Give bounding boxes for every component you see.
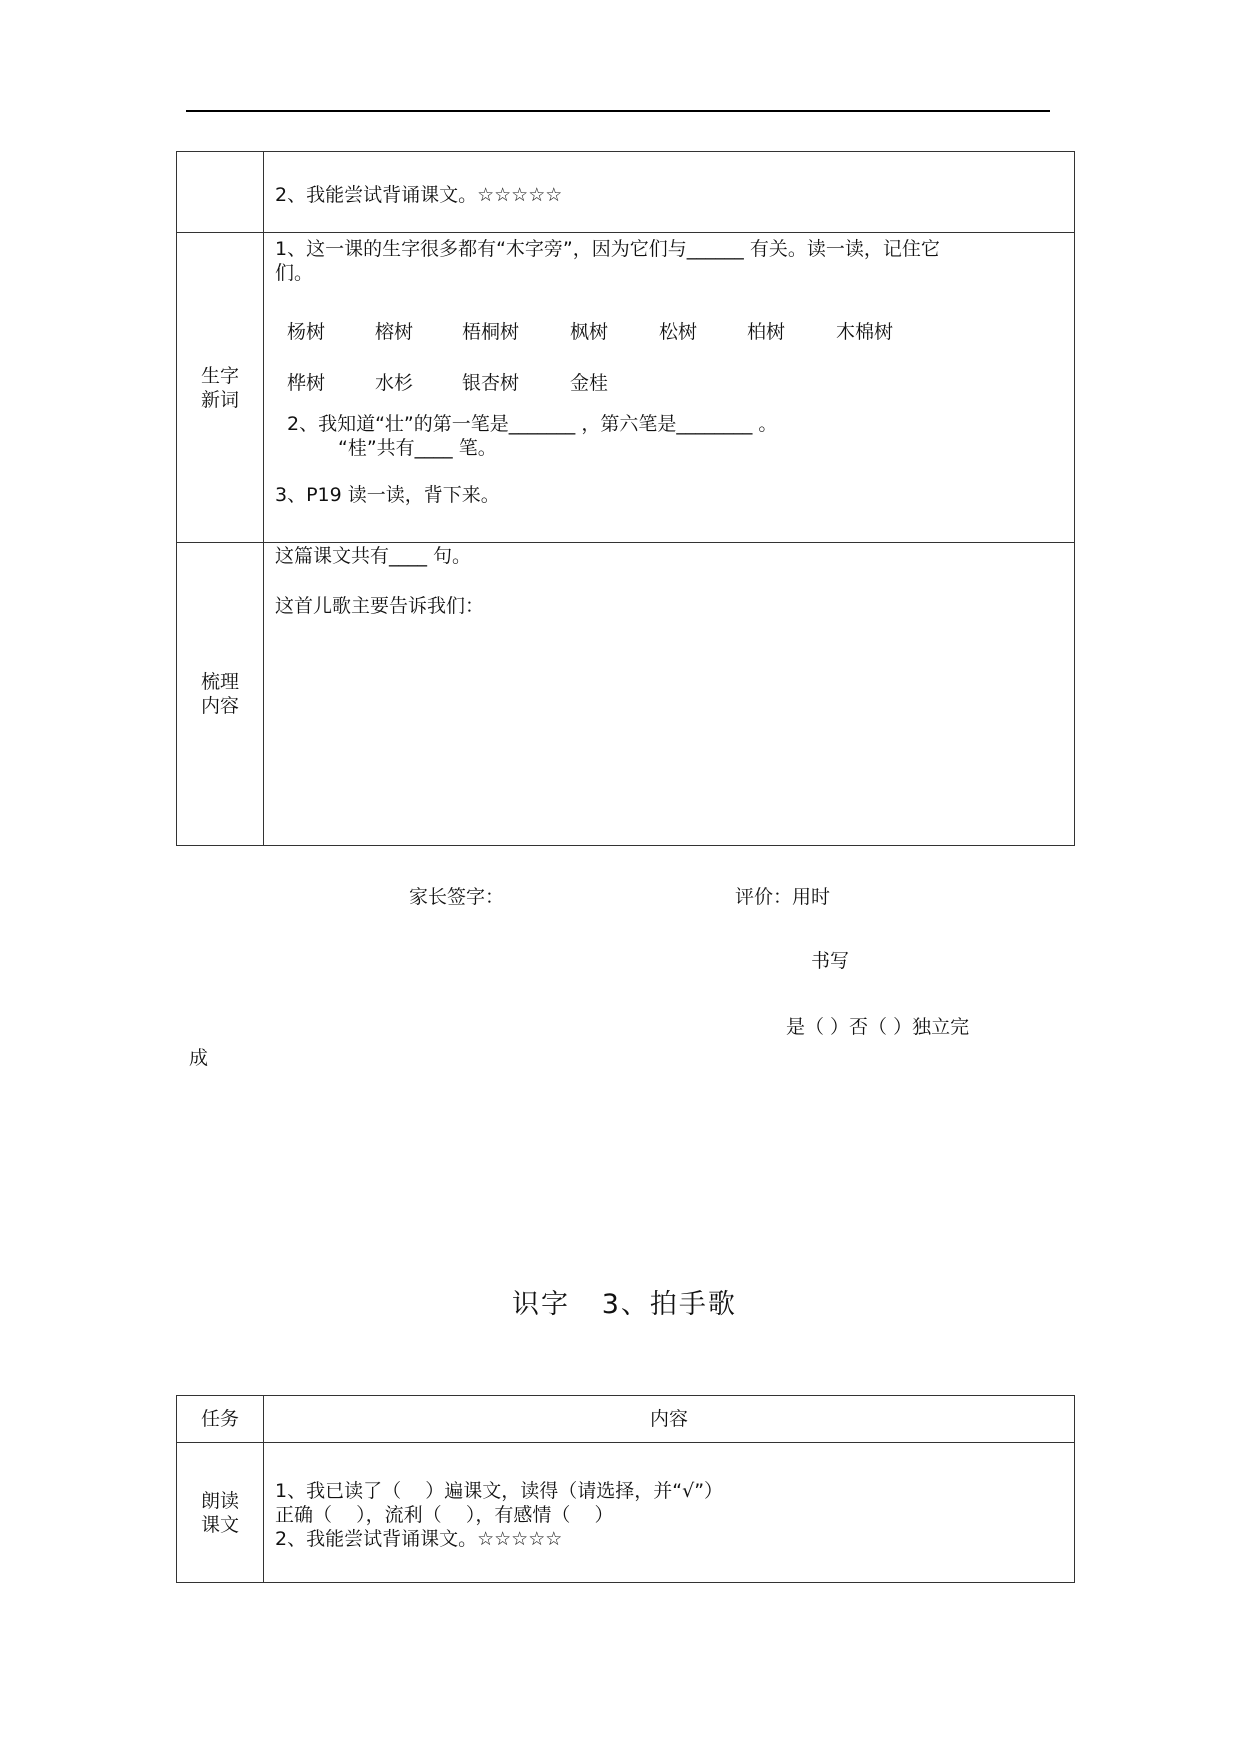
- read-count-line: 1、我已读了（ ）遍课文，读得（请选择，并“√”）: [275, 1480, 724, 1502]
- writing-label: 书写: [811, 950, 850, 972]
- label-line: 内容: [200, 695, 239, 717]
- sentence-count-line: 这篇课文共有____ 句。: [275, 545, 472, 567]
- recite-cell: [264, 152, 1075, 233]
- q1-line1: 1、这一课的生字很多都有“木字旁”，因为它们与______ 有关。读一读，记住它: [275, 238, 940, 260]
- label-line: 新词: [200, 388, 239, 411]
- content-cell: [264, 543, 1075, 846]
- read-aloud-cell: [264, 1443, 1075, 1583]
- q3-line: 3、P19 读一读，背下来。: [275, 484, 500, 506]
- label-line: 生字: [200, 364, 239, 387]
- table-row: [177, 543, 1075, 846]
- word: 桦树: [287, 372, 326, 394]
- evaluation-label: 评价：用时: [735, 886, 831, 908]
- table-row: [177, 152, 1075, 233]
- word: 松树: [659, 321, 698, 343]
- recite-line: 2、我能尝试背诵课文。☆☆☆☆☆: [275, 1528, 563, 1550]
- row-label-content: [177, 543, 264, 846]
- q2-line1: 2、我知道“壮”的第一笔是_______ ，第六笔是________ 。: [287, 413, 778, 435]
- word: 木棉树: [836, 321, 894, 343]
- lesson-title: 识字 3、拍手歌: [512, 1289, 737, 1320]
- parent-signature-label: 家长签字：: [409, 886, 505, 908]
- word: 榕树: [375, 321, 414, 343]
- word: 柏树: [747, 321, 786, 343]
- word: 梧桐树: [462, 321, 520, 343]
- task-table-top: [176, 151, 1075, 846]
- word: 银杏树: [462, 372, 520, 394]
- new-words-cell: [264, 233, 1075, 543]
- table-row: [177, 1443, 1075, 1583]
- row-label-empty: [177, 152, 264, 233]
- table-row: [177, 233, 1075, 543]
- row-label-read-aloud: [177, 1443, 264, 1583]
- word: 枫树: [570, 321, 609, 343]
- main-idea-line: 这首儿歌主要告诉我们：: [275, 595, 485, 617]
- word: 水杉: [375, 372, 414, 394]
- word: 杨树: [287, 321, 326, 343]
- recite-line: 2、我能尝试背诵课文。☆☆☆☆☆: [275, 184, 563, 206]
- header-task: 任务: [177, 1396, 264, 1443]
- independent-completion: 是（ ）否（ ）独立完: [786, 1016, 970, 1038]
- label-line: 朗读: [200, 1489, 239, 1512]
- label-line: 梳理: [200, 671, 239, 693]
- q2-line2: “桂”共有____ 笔。: [338, 437, 497, 459]
- label-line: 课文: [200, 1513, 239, 1536]
- reading-quality-line: 正确（ ），流利（ ），有感情（ ）: [275, 1504, 614, 1526]
- header-content: 内容: [264, 1396, 1075, 1443]
- table-header-row: [177, 1396, 1075, 1443]
- q1-line2: 们。: [275, 262, 314, 284]
- top-rule: [186, 110, 1050, 112]
- independent-completion-cont: 成: [189, 1047, 209, 1069]
- task-table-bottom: [176, 1395, 1075, 1583]
- word: 金桂: [570, 372, 609, 394]
- row-label-new-words: [177, 233, 264, 543]
